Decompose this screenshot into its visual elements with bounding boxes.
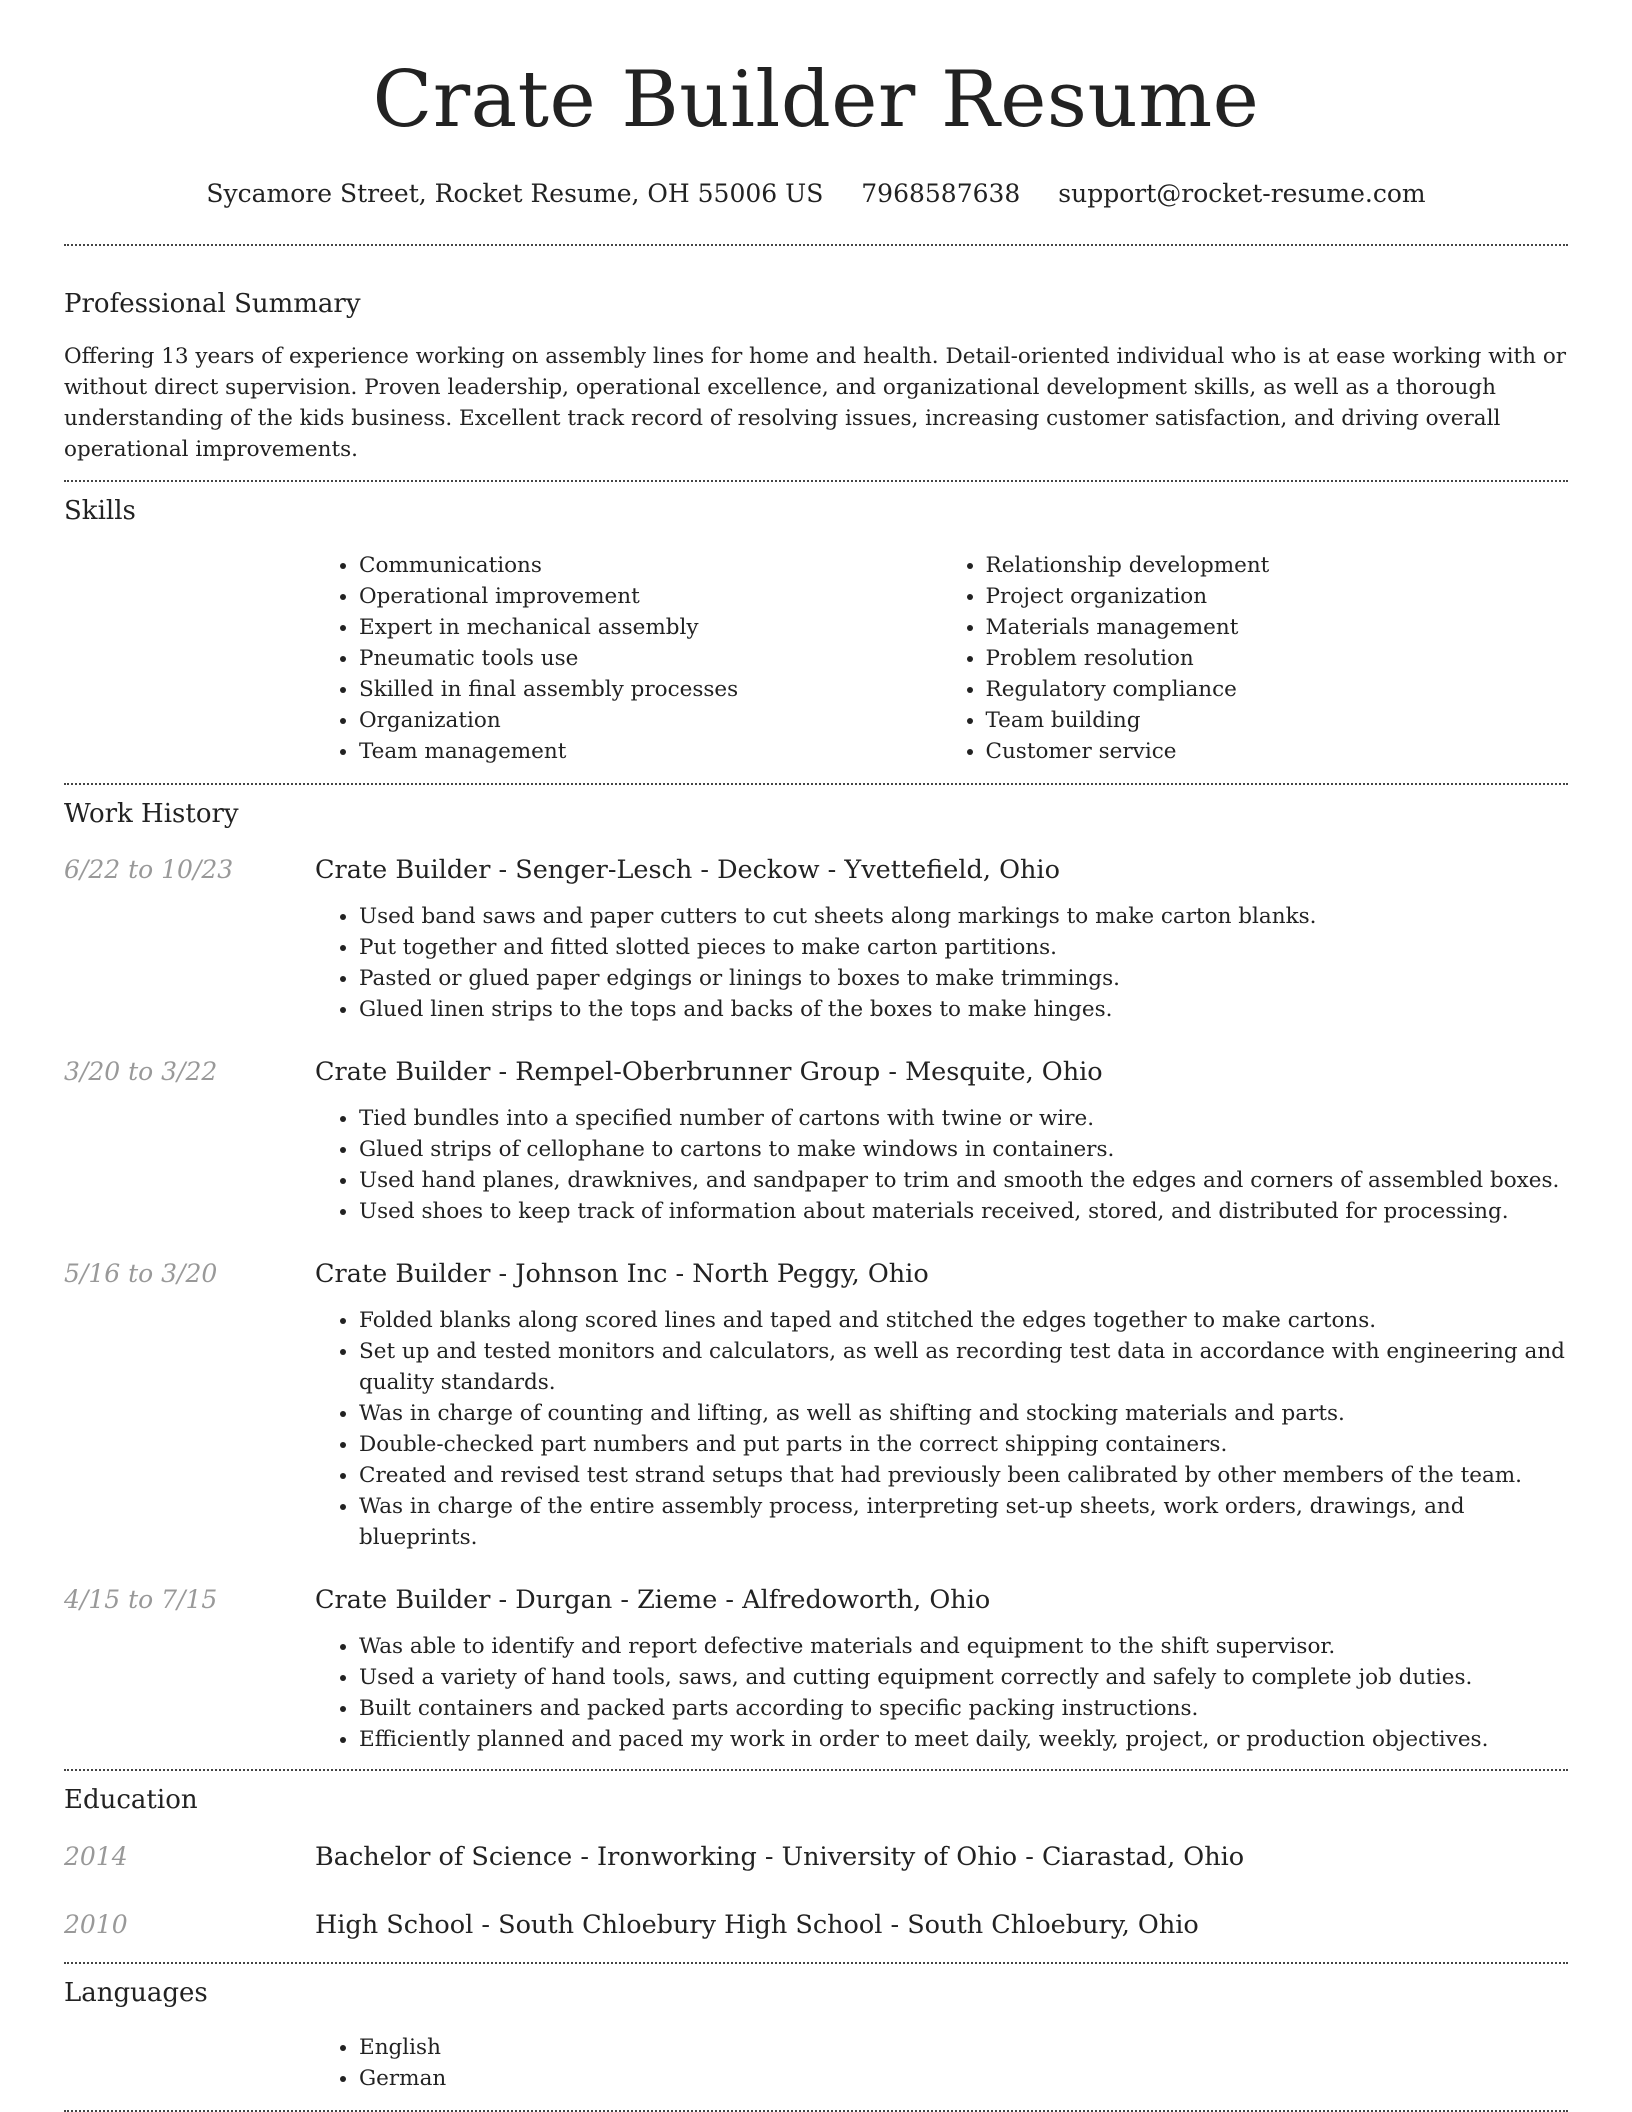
skills-list-right — [942, 550, 1569, 767]
job-bullet: • Put together and fitted slotted pieces to make carton partitions. — [359, 932, 1316, 963]
skill-item: • Expert in mechanical assembly — [359, 612, 942, 643]
job-bullet: • Folded blanks along scored lines and taped and stitched the edges together to make cartons. — [359, 1305, 1568, 1336]
job-dates: 3/20 to 3/22 — [64, 1057, 218, 1086]
education-year: 2010 — [64, 1910, 128, 1939]
education-entry — [64, 1908, 1568, 1942]
divider — [64, 783, 1568, 785]
job-details — [315, 1055, 1559, 1227]
job-dates: 4/15 to 7/15 — [64, 1585, 218, 1614]
divider — [64, 1962, 1568, 1964]
job-heading: Crate Builder - Rempel-Oberbrunner Group - Mesquite, Ohio — [315, 1057, 1103, 1087]
job-entry — [64, 1583, 1568, 1755]
job-bullet: • Pasted or glued paper edgings or linings to boxes to make trimmings. — [359, 963, 1316, 994]
job-bullet: • Used hand planes, drawknives, and sandpaper to trim and smooth the edges and corners of assembled boxes. — [359, 1165, 1559, 1196]
languages-list — [315, 2032, 1568, 2094]
job-dates: 5/16 to 3/20 — [64, 1259, 218, 1288]
education-heading: Education — [64, 1785, 198, 1815]
job-bullets — [315, 1631, 1488, 1755]
job-bullet: • Was able to identify and report defective materials and equipment to the shift supervisor. — [359, 1631, 1488, 1662]
skill-item: • Skilled in final assembly processes — [359, 674, 942, 705]
education-text: High School - South Chloebury High School - South Chloebury, Ohio — [315, 1910, 1199, 1940]
resume-page — [64, 0, 1568, 2112]
divider — [64, 244, 1568, 246]
divider — [64, 1769, 1568, 1771]
skill-item: • Pneumatic tools use — [359, 643, 942, 674]
work-heading: Work History — [64, 799, 239, 829]
education-year: 2014 — [64, 1842, 128, 1871]
skills-section — [64, 494, 1568, 767]
divider — [64, 480, 1568, 482]
summary-text: Offering 13 years of experience working on assembly lines for home and health. Detail-oriented individual who is at ease working with or without direct supervision. Proven leadership, operational excellence, and organizational development skills, as well as a thorough understanding of the kids business. Excellent track record of resolving issues, increasing customer satisfaction, and driving overall operational improvements. — [64, 344, 1567, 462]
summary-section — [64, 287, 1568, 465]
job-bullet: • Built containers and packed parts according to specific packing instructions. — [359, 1693, 1488, 1724]
contact-phone: 7968587638 — [861, 179, 1021, 208]
skills-list-left — [315, 550, 942, 767]
job-bullet: • Was in charge of counting and lifting, as well as shifting and stocking materials and parts. — [359, 1398, 1568, 1429]
language-item: • English — [359, 2032, 1568, 2063]
job-bullets — [315, 1103, 1559, 1227]
skill-item: • Materials management — [986, 612, 1569, 643]
skill-item: • Regulatory compliance — [986, 674, 1569, 705]
languages-section — [64, 1976, 1568, 2094]
contact-email: support@rocket-resume.com — [1058, 179, 1426, 208]
job-heading: Crate Builder - Senger-Lesch - Deckow - Yvettefield, Ohio — [315, 855, 1060, 885]
job-entry — [64, 853, 1568, 1025]
skill-item: • Customer service — [986, 736, 1569, 767]
languages-heading: Languages — [64, 1978, 208, 2008]
contact-line — [64, 178, 1568, 210]
summary-heading: Professional Summary — [64, 289, 361, 319]
job-bullet: • Was in charge of the entire assembly process, interpreting set-up sheets, work orders, drawings, and blueprints. — [359, 1491, 1568, 1553]
resume-title: Crate Builder Resume — [372, 55, 1260, 145]
job-entry — [64, 1055, 1568, 1227]
job-details — [315, 1583, 1488, 1755]
skill-item: • Project organization — [986, 581, 1569, 612]
job-dates: 6/22 to 10/23 — [64, 855, 234, 884]
job-heading: Crate Builder - Durgan - Zieme - Alfredoworth, Ohio — [315, 1585, 991, 1615]
job-bullet: • Used a variety of hand tools, saws, and cutting equipment correctly and safely to complete job duties. — [359, 1662, 1488, 1693]
job-bullet: • Tied bundles into a specified number of cartons with twine or wire. — [359, 1103, 1559, 1134]
job-heading: Crate Builder - Johnson Inc - North Peggy, Ohio — [315, 1259, 929, 1289]
skill-item: • Team building — [986, 705, 1569, 736]
job-details — [315, 1257, 1568, 1553]
skills-columns — [315, 550, 1568, 767]
skill-item: • Communications — [359, 550, 942, 581]
resume-header — [64, 0, 1568, 210]
job-bullet: • Created and revised test strand setups that had previously been calibrated by other members of the team. — [359, 1460, 1568, 1491]
job-bullets — [315, 901, 1316, 1025]
job-bullet: • Used shoes to keep track of information about materials received, stored, and distributed for processing. — [359, 1196, 1559, 1227]
skill-item: • Operational improvement — [359, 581, 942, 612]
job-bullet: • Double-checked part numbers and put parts in the correct shipping containers. — [359, 1429, 1568, 1460]
job-bullet: • Glued strips of cellophane to cartons to make windows in containers. — [359, 1134, 1559, 1165]
education-text: Bachelor of Science - Ironworking - University of Ohio - Ciarastad, Ohio — [315, 1842, 1245, 1872]
job-details — [315, 853, 1316, 1025]
education-entry — [64, 1840, 1568, 1874]
contact-address: Sycamore Street, Rocket Resume, OH 55006 US — [206, 179, 824, 208]
language-item: • German — [359, 2063, 1568, 2094]
skill-item: • Organization — [359, 705, 942, 736]
skill-item: • Team management — [359, 736, 942, 767]
skill-item: • Problem resolution — [986, 643, 1569, 674]
job-bullet: • Set up and tested monitors and calculators, as well as recording test data in accordance with engineering and quality standards. — [359, 1336, 1568, 1398]
education-section — [64, 1783, 1568, 1942]
job-entry — [64, 1257, 1568, 1553]
work-section — [64, 797, 1568, 1755]
skills-heading: Skills — [64, 496, 136, 526]
job-bullet: • Used band saws and paper cutters to cut sheets along markings to make carton blanks. — [359, 901, 1316, 932]
job-bullets — [315, 1305, 1568, 1553]
job-bullet: • Glued linen strips to the tops and backs of the boxes to make hinges. — [359, 994, 1316, 1025]
skill-item: • Relationship development — [986, 550, 1569, 581]
job-bullet: • Efficiently planned and paced my work in order to meet daily, weekly, project, or production objectives. — [359, 1724, 1488, 1755]
